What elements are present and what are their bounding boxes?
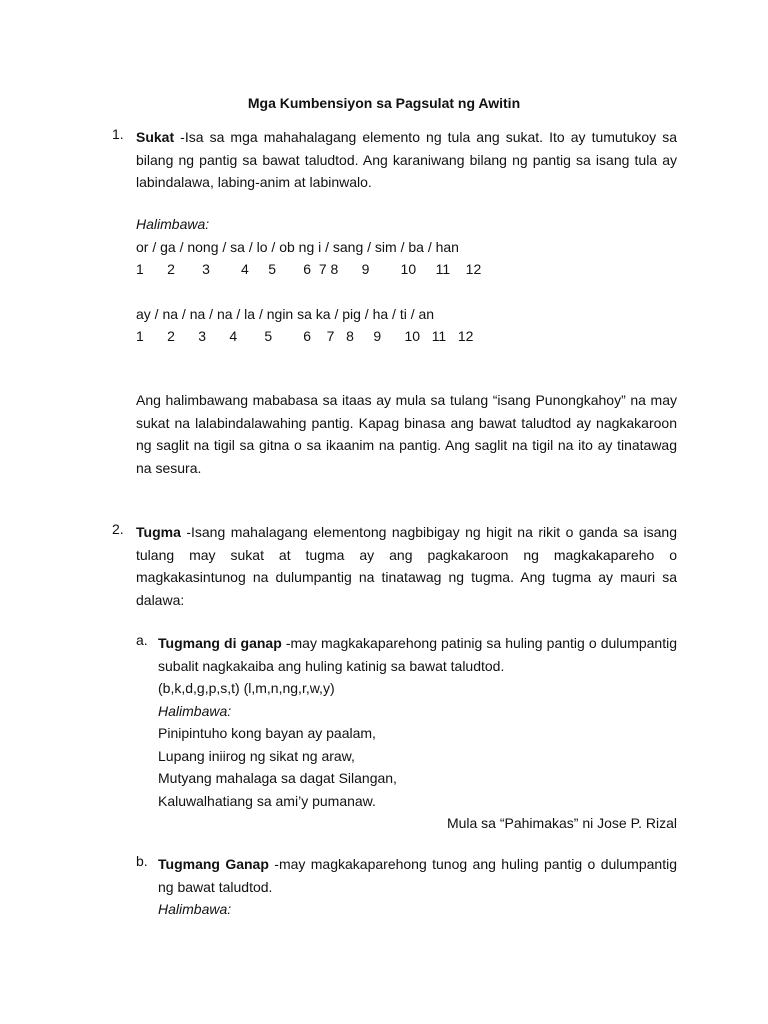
example-label: Halimbawa: <box>158 901 232 917</box>
example-label: Halimbawa: <box>136 216 210 232</box>
ganap-definition <box>158 853 677 921</box>
sukat-definition <box>136 126 677 194</box>
item-number: 1. <box>112 126 124 142</box>
poem-line: Pinipintuho kong bayan ay paalam, <box>158 725 376 741</box>
example-label: Halimbawa: <box>158 702 232 719</box>
example2-syllables: ay / na / na / na / la / ngin sa ka / pig / ha / ti / an <box>136 306 435 322</box>
term-tugmang-di-ganap: Tugmang di ganap <box>158 635 282 651</box>
poem-source: Mula sa “Pahimakas” ni Jose P. Rizal <box>446 815 677 831</box>
term-tugmang-ganap: Tugmang Ganap <box>158 856 269 872</box>
term-tugma: Tugma <box>136 524 181 540</box>
poem-line: Kaluwalhatiang sa ami’y pumanaw. <box>158 792 376 809</box>
poem-line: Lupang iniirog ng sikat ng araw, <box>158 747 355 764</box>
example1-numbers: 1 2 3 4 5 6 7 8 9 10 11 12 <box>136 261 482 277</box>
example1-syllables: or / ga / nong / sa / lo / ob ng i / sang / sim / ba / han <box>136 239 459 255</box>
di-ganap-definition <box>158 632 677 835</box>
poem-line: Mutyang mahalaga sa dagat Silangan, <box>158 770 397 786</box>
ganap-text: -may magkakaparehong tunog ang huling pantig o dulumpantig ng bawat taludtod. <box>158 856 677 895</box>
sukat-explanation: Ang halimbawang mababasa sa itaas ay mula sa tulang “isang Punongkahoy” na may sukat na lalabindalawahing pantig. Kapag binasa ang bawat taludtod ay nagkakaroon ng saglit na tigil sa gitna o sa ikaanim na pantig. Ang saglit na tigil na ito ay tinatawag na sesura. <box>136 392 677 476</box>
sukat-text: -Isa sa mga mahahalagang elemento ng tula ang sukat. Ito ay tumutukoy sa bilang ng pantig sa bawat taludtod. Ang karaniwang bilang ng pantig sa isang tula ay labindalawa, labing-anim at labinwalo. <box>136 129 677 190</box>
tugma-text: -Isang mahalagang elementong nagbibigay ng higit na rikit o ganda sa isang tulang may sukat at tugma ay ang pagkakaroon ng magkakapareho o magkakasintunog na dulumpantig na tinatawag ng tugma. Ang tugma ay mauri sa dalawa: <box>136 524 677 608</box>
document-title: Mga Kumbensiyon sa Pagsulat ng Awitin <box>247 95 521 111</box>
di-ganap-text: -may magkakaparehong patinig sa huling pantig o dulumpantig subalit nagkakaiba ang huling katinig sa bawat taludtod. <box>158 635 678 674</box>
sub-item-letter: b. <box>136 853 148 869</box>
tugma-definition <box>136 521 677 611</box>
sub-item-letter: a. <box>136 632 148 648</box>
item-number: 2. <box>112 521 124 537</box>
example2-numbers: 1 2 3 4 5 6 7 8 9 10 11 12 <box>136 328 474 344</box>
term-sukat: Sukat <box>136 129 175 145</box>
consonant-groups: (b,k,d,g,p,s,t) (l,m,n,ng,r,w,y) <box>158 680 335 696</box>
